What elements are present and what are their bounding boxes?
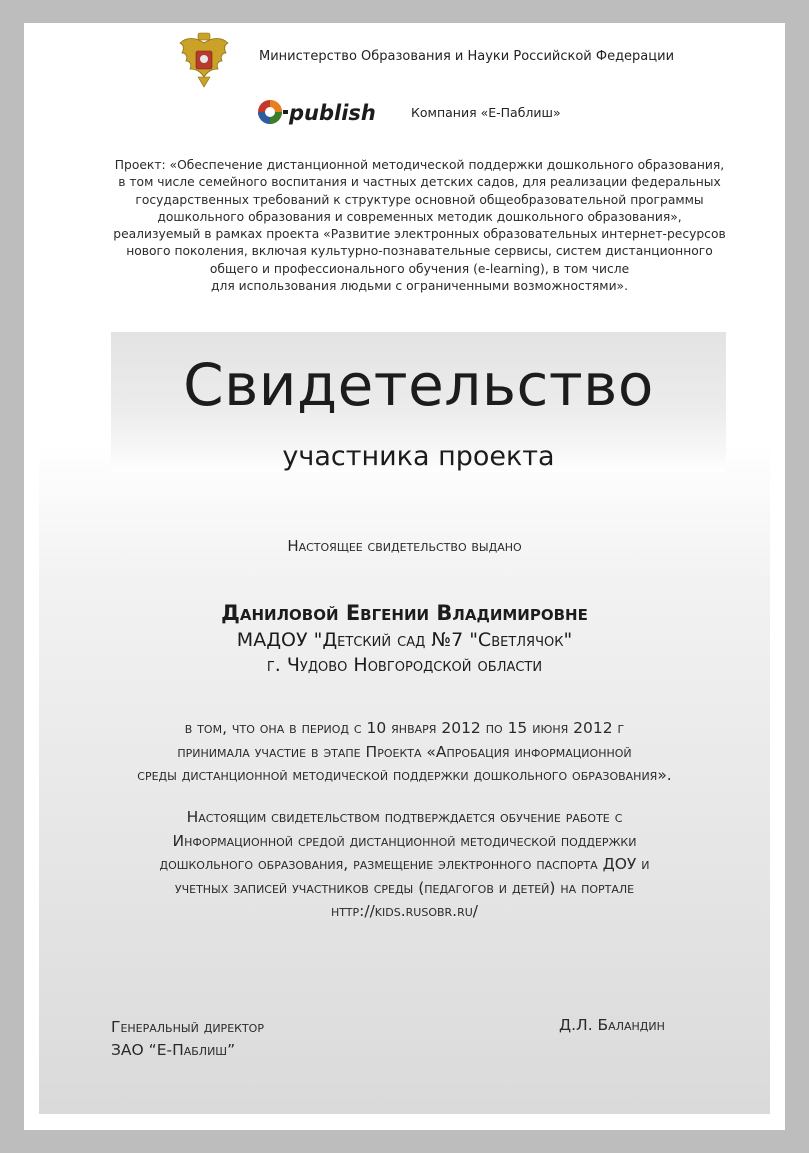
ministry-name: Министерство Образования и Науки Российской Федерации [259,49,675,64]
issued-label: Настоящее свидетельство выдано [287,537,522,555]
paragraph-line: Информационной средой дистанционной методической поддержки [172,831,637,850]
confirmation-paragraph [44,806,765,924]
paragraph-line: в том, что она в период с 10 января 2012 по 15 июня 2012 г [184,719,625,737]
certificate-body [39,23,770,1114]
paragraph-line: Настоящим свидетельством подтверждается обучение работе с [186,808,623,826]
project-line: Проект: «Обеспечение дистанционной методической поддержки дошкольного образования, [114,158,725,172]
paragraph-line: дошкольного образования, размещение электронного паспорта ДОУ и [159,855,650,873]
company-signature-name: ЗАО “Е-Паблиш” [111,1041,236,1059]
company-name: Компания «Е-Паблиш» [411,105,561,120]
paragraph-line: учетных записей участников среды (педагогов и детей) на портале [174,878,635,897]
participation-paragraph [44,717,765,788]
recipient-organization: МАДОУ "Детский сад №7 "Светлячок" [236,629,573,651]
logo-wordmark: publish [289,101,376,125]
recipient-name: Даниловой Евгении Владимировне [221,601,588,625]
project-line: для использования людьми с ограниченными возможностями». [210,279,628,294]
certificate-subtitle: участника проекта [282,441,555,472]
coat-of-arms-emblem [176,31,232,91]
project-line: реализуемый в рамках проекта «Развитие электронных образовательных интернет-ресурсов [113,227,726,242]
project-description [79,157,760,295]
paragraph-line: среды дистанционной методической поддержки дошкольного образования». [137,766,672,784]
project-line: государственных требований к структуре основной общеобразовательной программы [135,192,704,207]
signatory-name: Д.Л. Баландин [559,1016,665,1034]
position-title: Генеральный директор [111,1018,264,1036]
certificate-title: Свидетельство [183,351,654,419]
portal-url: http://kids.rusobr.ru/ [330,902,479,920]
signatory-position [111,1016,264,1062]
project-line: в том числе семейного воспитания и частных детских садов, для реализации федеральных [118,175,721,190]
project-line: нового поколения, включая культурно-познавательные сервисы, систем дистанционного [126,244,713,259]
paragraph-line: принимала участие в этапе Проекта «Апробация информационной [177,742,632,761]
project-line: общего и профессионального обучения (e-learning), в том числе [209,261,630,276]
certificate-sheet [24,23,785,1130]
recipient-city: г. Чудово Новгородской области [266,654,543,676]
project-line: дошкольного образования и современных методик дошкольного образования», [157,209,682,224]
e-publish-logo [255,95,390,129]
